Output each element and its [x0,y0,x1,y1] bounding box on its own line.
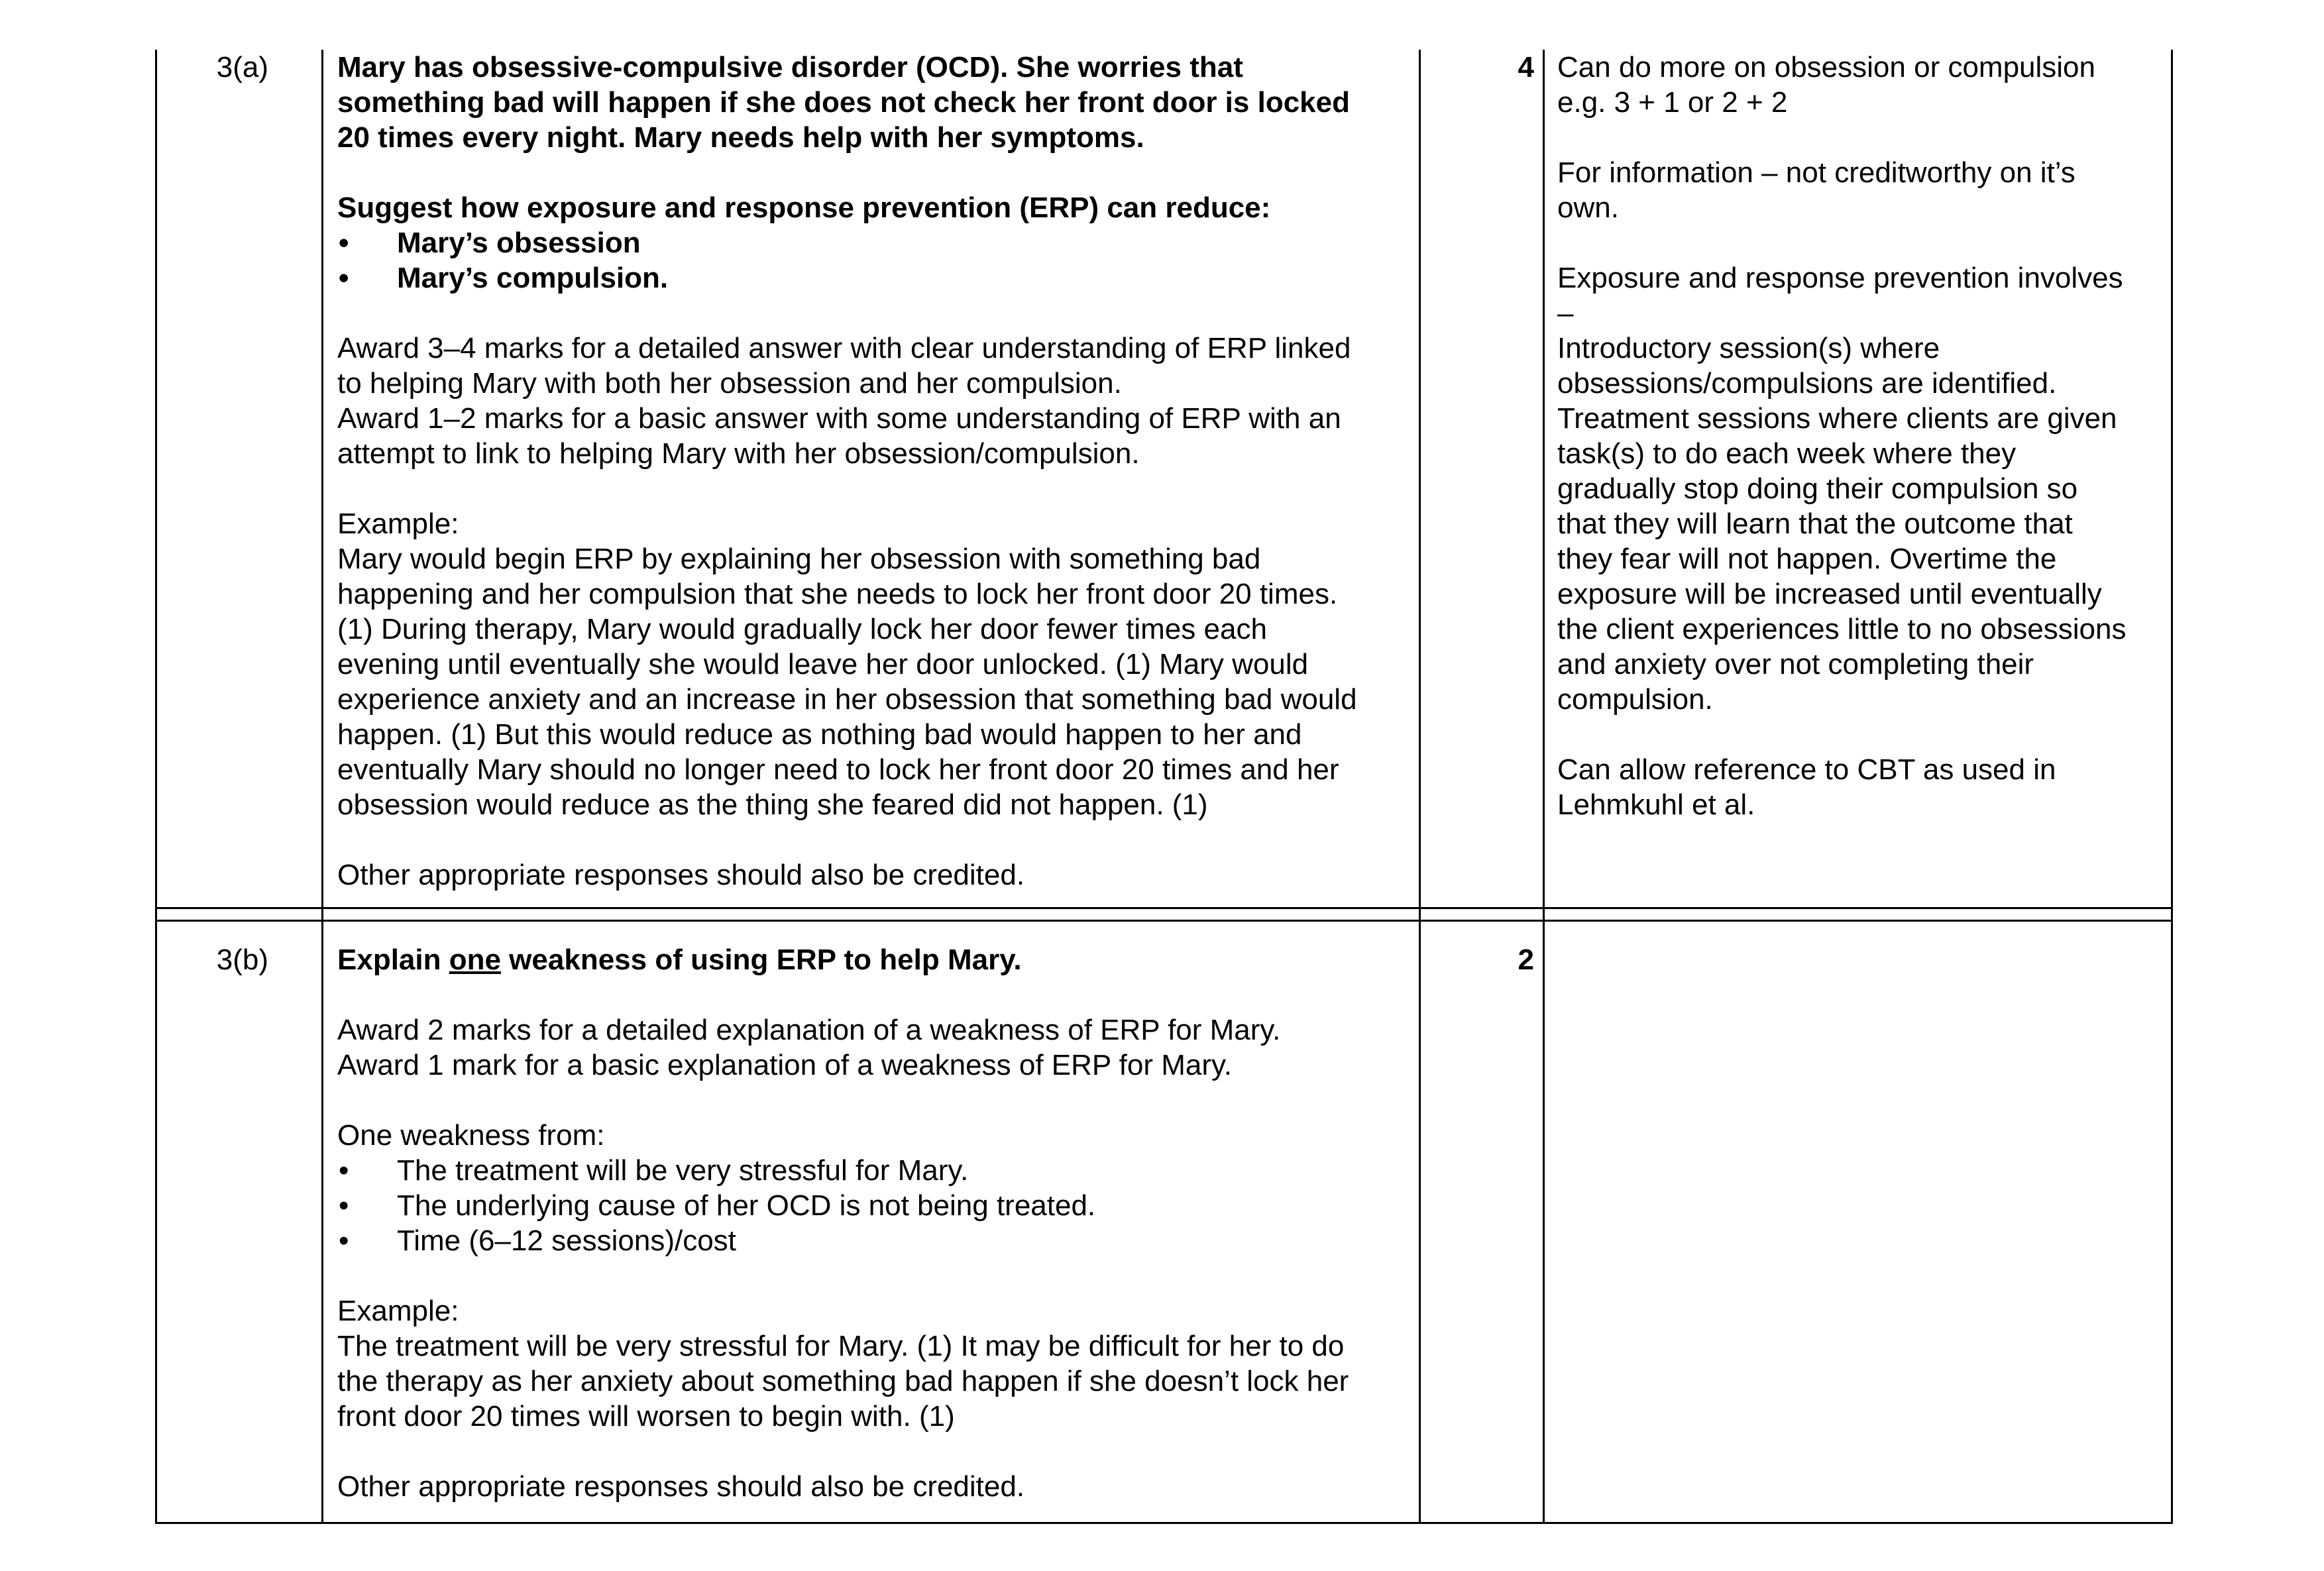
award-3a-line-3: Award 1–2 marks for a basic answer with some understanding of ERP with an [337,402,1341,435]
example-3a-line-6: happen. (1) But this would reduce as nothing bad would happen to her and [337,718,1302,751]
guidance-3a-p3-line-3: Introductory session(s) where [1557,332,1940,364]
guidance-3a-p4-line-1: Can allow reference to CBT as used in [1557,753,2056,786]
marks-3b: 2 [1518,944,1534,976]
award-3a-line-2: to helping Mary with both her obsession and her compulsion. [337,367,1122,400]
guidance-3a-p3-line-4: obsessions/compulsions are identified. [1557,367,2057,400]
marks-3a: 4 [1518,51,1534,83]
example-3a-line-8: obsession would reduce as the thing she feared did not happen. (1) [337,788,1208,821]
question-3b-underlined: one [449,944,501,976]
guidance-3a-p3-line-13: compulsion. [1557,683,1713,716]
example-3a-line-5: experience anxiety and an increase in her obsession that something bad would [337,683,1357,716]
guidance-3a-p3-line-9: they fear will not happen. Overtime the [1557,543,2057,575]
table-divider-guidance [1543,50,1545,1524]
award-3b-line-1: Award 2 marks for a detailed explanation of a weakness of ERP for Mary. [337,1014,1281,1046]
weakness-label: One weakness from: [337,1119,605,1152]
question-3a-content [337,50,1414,893]
guidance-3a-p3-line-8: that they will learn that the outcome that [1557,508,2073,540]
guidance-3a-p3-line-5: Treatment sessions where clients are given [1557,402,2117,435]
award-3a-line-4: attempt to link to helping Mary with her obsession/compulsion. [337,437,1140,470]
example-3b-line-3: front door 20 times will worsen to begin with. (1) [337,1400,955,1433]
guidance-3a-p3-line-2: – [1557,297,1574,329]
table-border-left [155,50,157,1524]
bullet-compulsion: • Mary’s compulsion. [337,260,1414,296]
guidance-3a-p3-line-6: task(s) to do each week where they [1557,437,2017,470]
example-3a-line-1: Mary would begin ERP by explaining her obsession with something bad [337,543,1261,575]
guidance-3a-p3-line-7: gradually stop doing their compulsion so [1557,472,2078,505]
example-3b-label: Example: [337,1295,459,1327]
example-3b-line-2: the therapy as her anxiety about something bad happen if she doesn’t lock her [337,1365,1349,1397]
example-3a-line-3: (1) During therapy, Mary would gradually lock her door fewer times each [337,613,1267,645]
guidance-3a-p3-line-11: the client experiences little to no obsessions [1557,613,2127,645]
question-3b-content [337,942,1414,1504]
bullet-obsession: • Mary’s obsession [337,225,1414,260]
question-number-3a: 3(a) [216,51,268,83]
question-3b-title [337,942,1414,977]
weakness-item-underlying-cause: • The underlying cause of her OCD is not being treated. [337,1188,1414,1223]
other-3a: Other appropriate responses should also be credited. [337,859,1025,891]
guidance-3a-p4-line-2: Lehmkuhl et al. [1557,788,1755,821]
weakness-item-time-cost: • Time (6–12 sessions)/cost [337,1223,1414,1258]
other-3b: Other appropriate responses should also be credited. [337,1470,1025,1503]
question-3a-bullets [337,225,1414,296]
table-border-right [2171,50,2173,1524]
question-3a-line-3: 20 times every night. Mary needs help with her symptoms. [337,121,1144,154]
question-number-3b: 3(b) [216,944,268,976]
weakness-list [337,1153,1414,1258]
award-3b-line-2: Award 1 mark for a basic explanation of a weakness of ERP for Mary. [337,1049,1232,1081]
award-3a-line-1: Award 3–4 marks for a detailed answer with clear understanding of ERP linked [337,332,1351,364]
table-divider-marks [1419,50,1421,1524]
example-3a-label: Example: [337,508,459,540]
row-separator-top [155,907,2173,909]
guidance-3a-p2-line-2: own. [1557,191,1619,224]
weakness-item-stressful: • The treatment will be very stressful for Mary. [337,1153,1414,1188]
row-separator-bottom [155,920,2173,922]
question-3b-post: weakness of using ERP to help Mary. [500,944,1022,976]
question-3a-suggest: Suggest how exposure and response prevention (ERP) can reduce: [337,191,1271,224]
guidance-3a-p1-line-1: Can do more on obsession or compulsion [1557,51,2096,83]
guidance-3a [1557,50,2167,822]
example-3b-line-1: The treatment will be very stressful for Mary. (1) It may be difficult for her to do [337,1330,1345,1362]
question-3a-line-2: something bad will happen if she does not check her front door is locked [337,86,1350,119]
guidance-3a-p1-line-2: e.g. 3 + 1 or 2 + 2 [1557,86,1788,119]
guidance-3a-p3-line-1: Exposure and response prevention involves [1557,262,2123,294]
example-3a-line-7: eventually Mary should no longer need to lock her front door 20 times and her [337,753,1339,786]
table-divider-question [321,50,323,1524]
guidance-3a-p3-line-12: and anxiety over not completing their [1557,648,2034,680]
table-border-bottom [155,1522,2173,1524]
question-3b-pre: Explain [337,944,449,976]
guidance-3a-p2-line-1: For information – not creditworthy on it’s [1557,156,2075,189]
guidance-3a-p3-line-10: exposure will be increased until eventually [1557,578,2102,610]
question-3a-line-1: Mary has obsessive-compulsive disorder (OCD). She worries that [337,51,1243,83]
example-3a-line-2: happening and her compulsion that she needs to lock her front door 20 times. [337,578,1338,610]
example-3a-line-4: evening until eventually she would leave her door unlocked. (1) Mary would [337,648,1309,680]
